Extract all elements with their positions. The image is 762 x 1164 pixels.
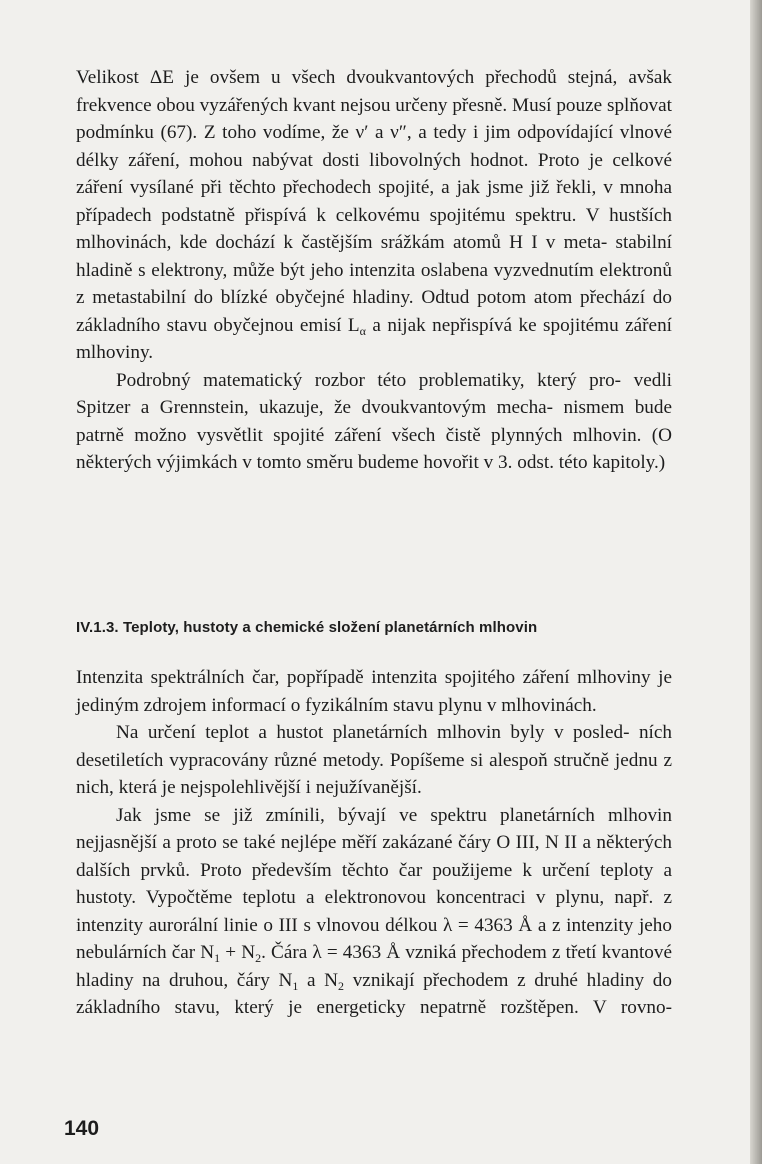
paragraph-methods: Na určení teplot a hustot planetárních mlhovin byly v posled- ních desetiletích vypracovány různé metody. Popíšeme si alespoň stručně jednu z nich, která je nejspolehlivější i nejužívanější.	[76, 722, 672, 798]
paragraph-spitzer-analysis: Podrobný matematický rozbor této problematiky, který pro- vedli Spitzer a Grennstein, ukazuje, že dvoukvantovým mecha- nismem bude patrně možno vysvětlit spojité záření všech čistě plynných mlhovin. (O některých výjimkách v tomto směru budeme hovořit v 3. odst. této kapitoly.)	[76, 369, 672, 473]
paragraph-forbidden-lines: Jak jsme se již zmínili, bývají ve spektru planetárních mlhovin nejjasnější a proto se také nejlépe měří zakázané čáry O III, N II a některých dalších prvků. Proto především těchto čar použijeme k určení teploty a hustoty. Vypočtěme teplotu a elektronovou koncentraci v plynu, např. z intenzity aurorální linie o III s vlnovou délkou λ = 4363 Å a z intenzity jeho nebulárních čar $N_1 + N_2$. Čára λ = 4363 Å vzniká přechodem z třetí kvantové hladiny na druhou, čáry $N_1$ a $N_2$ vznikají přechodem z druhé hladiny do základního stavu, který je energeticky nepatrně rozštěpen. V rovno-	[76, 804, 673, 1018]
text-block-bottom	[76, 664, 672, 1022]
page-edge-shadow	[750, 0, 762, 1164]
text-block-top	[76, 64, 672, 477]
section-heading: IV.1.3. Teploty, hustoty a chemické složení planetárních mlhovin	[76, 619, 538, 636]
page-number: 140	[64, 1117, 100, 1140]
paragraph-line-intensity: Intenzita spektrálních čar, popřípadě intenzita spojitého záření mlhoviny je jediným zdrojem informací o fyzikálním stavu plynu v mlhovinách.	[76, 667, 672, 716]
paragraph-two-quantum-transitions: Velikost ΔE je ovšem u všech dvoukvantových přechodů stejná, avšak frekvence obou vyzářených kvant nejsou určeny přesně. Musí pouze splňovat podmínku (67). Z toho vodíme, že ν′ a ν″, a tedy i jim odpovídající vlnové délky záření, mohou nabývat dosti libovolných hodnot. Proto je celkové záření vysílané při těchto přechodech spojité, a jak jsme již řekli, v mnoha případech podstatně přispívá k celkovému spojitému spektru. V hustších mlhovinách, kde dochází k častějším srážkám atomů H I v meta- stabilní hladině s elektrony, může být jeho intenzita oslabena vyzvednutím elektronů z metastabilní do blízké obyčejné hladiny. Odtud potom atom přechází do základního stavu obyčejnou emisí $L_\alpha$ a nijak nepřispívá ke spojitému záření mlhoviny.	[76, 67, 672, 363]
